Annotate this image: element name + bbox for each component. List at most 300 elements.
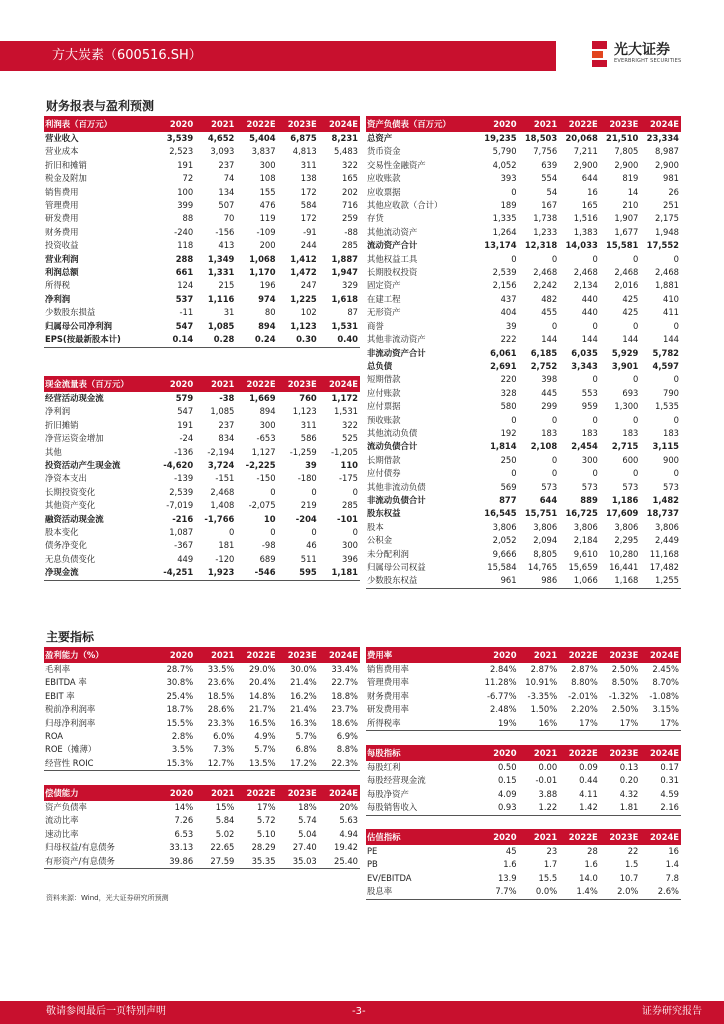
cell-value: 196 bbox=[259, 280, 276, 291]
cell-value: 961 bbox=[478, 574, 519, 588]
cell-value: 2021 bbox=[519, 745, 560, 761]
cell-value: 2021 bbox=[195, 376, 236, 392]
cell-value: 6,035 bbox=[571, 347, 598, 358]
table-row bbox=[44, 841, 360, 854]
row-label: 折旧摊销 bbox=[45, 419, 79, 430]
cell-value: 2022E bbox=[559, 647, 600, 663]
cell-value: 39 bbox=[505, 320, 517, 331]
cell-value: 425 bbox=[622, 293, 639, 304]
row-label: 税金及附加 bbox=[45, 173, 87, 184]
row-label: 其他流动资产 bbox=[367, 226, 418, 237]
cell-value: 23 bbox=[546, 846, 558, 856]
row-label: 总资产 bbox=[367, 133, 393, 143]
cell-value: 2.0% bbox=[600, 885, 641, 899]
cell-value: 0 bbox=[311, 527, 317, 538]
cell-value: 18% bbox=[298, 802, 317, 812]
cell-value: 410 bbox=[663, 293, 679, 304]
cell-value: 17,609 bbox=[606, 508, 639, 519]
cell-value: 183 bbox=[541, 427, 558, 438]
cell-value: 5.63 bbox=[339, 815, 358, 826]
cell-value: 569 bbox=[500, 481, 517, 492]
row-label: 归属母公司净利润 bbox=[45, 320, 112, 331]
cell-value: 959 bbox=[581, 401, 598, 412]
row-label: 管理费用率 bbox=[367, 677, 409, 688]
cell-value: 2,052 bbox=[492, 535, 517, 546]
row-label: PB bbox=[367, 859, 378, 870]
cell-value: 2023E bbox=[278, 785, 319, 801]
cell-value: 14 bbox=[627, 186, 639, 197]
cell-value: 11.28% bbox=[484, 677, 517, 688]
cell-value: 10.91% bbox=[525, 677, 558, 688]
cell-value: 189 bbox=[500, 200, 517, 211]
cell-value: 0 bbox=[551, 454, 558, 465]
cell-value: 1,264 bbox=[492, 226, 517, 237]
cell-value: 20,068 bbox=[565, 133, 598, 143]
balance-sheet-table bbox=[366, 116, 681, 589]
cell-value: 30.0% bbox=[290, 664, 317, 674]
cell-value: 600 bbox=[622, 454, 639, 465]
cell-value: 15.3% bbox=[154, 757, 195, 771]
cell-value: 2,900 bbox=[655, 159, 679, 170]
cell-value: 3.15% bbox=[652, 704, 679, 715]
cell-value: 6,061 bbox=[490, 347, 517, 358]
cell-value: 165 bbox=[581, 200, 598, 211]
cell-value: 8.80% bbox=[571, 677, 598, 688]
table-row bbox=[366, 186, 681, 199]
cell-value: 1,677 bbox=[614, 226, 639, 237]
row-label: 每股净资产 bbox=[367, 788, 409, 799]
cell-value: 411 bbox=[663, 307, 679, 318]
row-label: 其他 bbox=[45, 446, 62, 457]
cell-value: 165 bbox=[342, 173, 358, 184]
cell-value: 285 bbox=[342, 500, 358, 511]
cell-value: 0 bbox=[592, 374, 598, 385]
cell-value: 2,454 bbox=[571, 441, 598, 452]
cell-value: 16.5% bbox=[248, 717, 276, 728]
cell-value: 644 bbox=[581, 173, 598, 184]
cell-value: 19,235 bbox=[484, 133, 517, 143]
cell-value: 2,016 bbox=[614, 280, 639, 291]
cell-value: 2,094 bbox=[533, 535, 558, 546]
cell-value: 14.8% bbox=[248, 690, 276, 701]
cell-value: 661 bbox=[175, 267, 194, 278]
row-label: 非流动负债合计 bbox=[367, 494, 426, 505]
cell-value: -1,259 bbox=[289, 446, 317, 457]
cell-value: -120 bbox=[215, 553, 235, 564]
cell-value: 595 bbox=[278, 566, 319, 580]
table-row bbox=[44, 186, 360, 199]
cell-value: 507 bbox=[218, 200, 235, 211]
cell-value: 1,948 bbox=[655, 226, 679, 237]
cell-value: 15,581 bbox=[606, 240, 639, 251]
row-label: 归属母公司权益 bbox=[367, 562, 426, 572]
table-row bbox=[366, 387, 681, 400]
cash-flow-table bbox=[44, 376, 360, 581]
cell-value: 80 bbox=[264, 307, 276, 318]
cell-value: 0 bbox=[673, 468, 679, 479]
everbright-logo-icon bbox=[590, 39, 610, 69]
cell-value: 215 bbox=[218, 280, 235, 291]
cell-value: 894 bbox=[259, 406, 276, 417]
row-label: EPS(按最新股本计) bbox=[44, 333, 154, 347]
cell-value: 1,186 bbox=[611, 494, 639, 505]
cell-value: 10,280 bbox=[609, 548, 639, 559]
table-row bbox=[366, 801, 681, 815]
cell-value: 0 bbox=[592, 253, 598, 264]
cell-value: 1,087 bbox=[169, 527, 194, 538]
cell-value: 0.0% bbox=[519, 885, 560, 899]
cell-value: 2,184 bbox=[573, 535, 598, 546]
cell-value: 0 bbox=[511, 468, 517, 479]
cell-value: 18,737 bbox=[646, 508, 679, 519]
cell-value: 6.0% bbox=[213, 731, 235, 742]
table-row bbox=[366, 481, 681, 494]
row-label: 每股经营现金流 bbox=[367, 775, 426, 786]
cell-value: -175 bbox=[338, 473, 358, 484]
cell-value: 2.20% bbox=[571, 704, 598, 715]
row-label: 费用率 bbox=[366, 647, 478, 663]
cell-value: -4,251 bbox=[154, 566, 195, 580]
cell-value: 26 bbox=[668, 186, 679, 197]
table-row bbox=[44, 253, 360, 266]
cell-value: 3,806 bbox=[655, 521, 679, 532]
row-label: 流动负债合计 bbox=[367, 441, 418, 452]
cell-value: 3,343 bbox=[571, 360, 598, 371]
cell-value: 0 bbox=[673, 253, 679, 264]
cell-value: 0.00 bbox=[538, 762, 558, 772]
cell-value: -204 bbox=[295, 513, 317, 524]
table-row bbox=[366, 548, 681, 561]
cell-value: 10.7 bbox=[619, 872, 639, 883]
cell-value: 0.20 bbox=[619, 775, 639, 786]
cell-value: 18.7% bbox=[166, 704, 194, 715]
cell-value: 716 bbox=[342, 200, 358, 211]
cell-value: 0 bbox=[551, 253, 558, 264]
cell-value: 2021 bbox=[195, 785, 236, 801]
cell-value: 46 bbox=[306, 540, 317, 551]
cell-value: 14,765 bbox=[527, 562, 558, 572]
cell-value: 981 bbox=[663, 173, 679, 184]
row-label: 债务净变化 bbox=[45, 540, 87, 551]
cell-value: 300 bbox=[259, 419, 276, 430]
row-label: 股本变化 bbox=[45, 527, 79, 538]
cell-value: -101 bbox=[337, 513, 358, 524]
cell-value: 70 bbox=[223, 213, 235, 224]
cell-value: 12.7% bbox=[195, 757, 236, 771]
cell-value: 511 bbox=[300, 553, 317, 564]
row-label: 销售费用率 bbox=[367, 664, 409, 674]
table-header-row bbox=[44, 647, 360, 663]
cell-value: 210 bbox=[622, 200, 639, 211]
cell-value: 644 bbox=[539, 494, 558, 505]
table-row bbox=[366, 414, 681, 427]
cell-value: 22.7% bbox=[331, 677, 358, 688]
cell-value: 476 bbox=[259, 200, 276, 211]
cell-value: 0 bbox=[673, 414, 679, 425]
cell-value: 21.4% bbox=[290, 677, 317, 688]
row-label: 现金流量表（百万元） bbox=[44, 376, 154, 392]
cell-value: 2,468 bbox=[655, 267, 679, 278]
cell-value: 790 bbox=[663, 387, 679, 398]
cell-value: 118 bbox=[177, 240, 194, 251]
row-label: 净营运资金增加 bbox=[45, 433, 104, 444]
cell-value: 889 bbox=[580, 494, 598, 505]
row-label: 折旧和摊销 bbox=[45, 159, 87, 170]
cell-value: 1,068 bbox=[249, 253, 276, 264]
cell-value: 30.8% bbox=[166, 677, 194, 688]
cell-value: 15,751 bbox=[524, 508, 558, 519]
cell-value: 5.72 bbox=[256, 815, 276, 826]
table-row bbox=[44, 526, 360, 539]
row-label: 交易性金融资产 bbox=[367, 159, 426, 170]
cell-value: 393 bbox=[500, 173, 517, 184]
cell-value: 2024E bbox=[319, 376, 360, 392]
table-row bbox=[44, 279, 360, 292]
cell-value: 0 bbox=[551, 414, 558, 425]
cell-value: 2,752 bbox=[530, 360, 558, 371]
cell-value: 1.50% bbox=[530, 704, 558, 715]
cell-value: 7,805 bbox=[614, 146, 639, 157]
cell-value: 6,875 bbox=[290, 133, 317, 143]
cell-value: 1.7 bbox=[543, 859, 558, 870]
cell-value: 15,584 bbox=[487, 562, 517, 572]
table-row bbox=[44, 499, 360, 512]
cell-value: 9,610 bbox=[573, 548, 598, 559]
table-row bbox=[366, 676, 681, 689]
cell-value: 1,127 bbox=[251, 446, 276, 457]
cell-value: -1,766 bbox=[204, 513, 235, 524]
cell-value: -4,620 bbox=[163, 460, 194, 471]
table-row bbox=[44, 553, 360, 566]
row-label: 非流动资产合计 bbox=[367, 347, 426, 358]
cell-value: -88 bbox=[344, 226, 358, 237]
table-row bbox=[366, 306, 681, 319]
row-label: 所得税 bbox=[45, 280, 71, 291]
row-label: 其他应收款（合计） bbox=[367, 200, 443, 211]
cell-value: 1,300 bbox=[614, 401, 639, 412]
cell-value: 2.6% bbox=[640, 885, 681, 899]
table-row bbox=[366, 212, 681, 225]
cell-value: 573 bbox=[663, 481, 679, 492]
table-row bbox=[366, 885, 681, 899]
cell-value: 5.7% bbox=[254, 744, 276, 755]
cell-value: 0 bbox=[352, 486, 358, 497]
cell-value: 2.50% bbox=[611, 664, 639, 674]
cell-value: 760 bbox=[299, 393, 317, 403]
cell-value: 1,881 bbox=[655, 280, 679, 291]
table-row bbox=[366, 845, 681, 858]
row-label: 短期借款 bbox=[367, 374, 401, 385]
cell-value: 31 bbox=[223, 307, 235, 318]
table-row bbox=[44, 132, 360, 145]
cell-value: 1,738 bbox=[533, 213, 558, 224]
row-label: 长期投资变化 bbox=[45, 486, 96, 497]
cell-value: 27.59 bbox=[195, 855, 236, 869]
cell-value: 2024E bbox=[640, 745, 681, 761]
cell-value: 4.94 bbox=[339, 828, 358, 839]
table-row bbox=[366, 872, 681, 885]
cell-value: 23,334 bbox=[646, 133, 679, 143]
table-row bbox=[44, 306, 360, 319]
cell-value: 1.4% bbox=[559, 885, 600, 899]
cell-value: 1,233 bbox=[533, 226, 558, 237]
cell-value: 819 bbox=[622, 173, 639, 184]
cell-value: 1,412 bbox=[290, 253, 317, 264]
cell-value: 2,108 bbox=[530, 441, 558, 452]
cell-value: 425 bbox=[622, 307, 639, 318]
cell-value: 3.88 bbox=[538, 788, 558, 799]
cell-value: 0.40 bbox=[319, 333, 360, 347]
cell-value: 2021 bbox=[195, 116, 236, 132]
row-label: ROA bbox=[45, 731, 63, 742]
row-label: EBITDA 率 bbox=[45, 677, 87, 688]
row-label: 应付账款 bbox=[367, 387, 401, 398]
cell-value: 2,295 bbox=[614, 535, 639, 546]
logo-name: 光大证券 bbox=[614, 42, 670, 58]
cell-value: 124 bbox=[177, 280, 194, 291]
table-row bbox=[44, 333, 360, 347]
table-row bbox=[366, 145, 681, 158]
cell-value: 8.50% bbox=[611, 677, 639, 688]
table-row bbox=[366, 199, 681, 212]
cell-value: 29.0% bbox=[248, 664, 276, 674]
row-label: 净现金流 bbox=[44, 566, 154, 580]
cell-value: -1,205 bbox=[331, 446, 358, 457]
cell-value: 19.42 bbox=[334, 842, 358, 853]
table-row bbox=[44, 513, 360, 526]
table-row bbox=[44, 743, 360, 756]
cell-value: 285 bbox=[342, 240, 358, 251]
cell-value: 1.81 bbox=[600, 801, 641, 815]
table-row bbox=[44, 226, 360, 239]
cell-value: -367 bbox=[174, 540, 194, 551]
cell-value: 3,806 bbox=[492, 521, 517, 532]
cell-value: 74 bbox=[223, 173, 235, 184]
cell-value: 2,900 bbox=[573, 159, 598, 170]
cell-value: 2,523 bbox=[169, 146, 194, 157]
cell-value: 23.3% bbox=[207, 717, 235, 728]
table-row bbox=[44, 405, 360, 418]
cell-value: 693 bbox=[622, 387, 639, 398]
row-label: 未分配利润 bbox=[367, 548, 409, 559]
row-label: 流动资产合计 bbox=[367, 240, 418, 251]
cell-value: 14.0 bbox=[579, 872, 598, 883]
table-row bbox=[366, 788, 681, 801]
cell-value: 219 bbox=[300, 500, 317, 511]
cell-value: 17% bbox=[256, 802, 276, 812]
row-label: 财务费用率 bbox=[367, 690, 409, 701]
cell-value: 2022E bbox=[559, 745, 600, 761]
cell-value: 1,531 bbox=[331, 320, 358, 331]
cell-value: 300 bbox=[342, 540, 358, 551]
cell-value: 4,597 bbox=[652, 360, 679, 371]
cell-value: 0 bbox=[270, 486, 276, 497]
cell-value: 22 bbox=[627, 846, 639, 856]
cell-value: 1,085 bbox=[207, 320, 235, 331]
row-label: 投资活动产生现金流 bbox=[45, 460, 121, 471]
row-label: 应收票据 bbox=[367, 186, 401, 197]
cell-value: 7.3% bbox=[213, 744, 235, 755]
table-row bbox=[44, 293, 360, 306]
cell-value: 2020 bbox=[478, 116, 519, 132]
cell-value: -2,194 bbox=[207, 446, 235, 457]
table-row bbox=[44, 320, 360, 333]
table-row bbox=[366, 690, 681, 703]
table-header-row bbox=[44, 376, 360, 392]
table-row bbox=[44, 676, 360, 689]
cell-value: 2,715 bbox=[611, 441, 639, 452]
cell-value: 399 bbox=[177, 200, 194, 211]
table-row bbox=[44, 159, 360, 172]
cell-value: 100 bbox=[177, 186, 194, 197]
cell-value: 0.13 bbox=[619, 762, 639, 772]
cell-value: 322 bbox=[342, 419, 358, 430]
cell-value: 102 bbox=[300, 307, 317, 318]
cell-value: 0 bbox=[511, 414, 517, 425]
cell-value: 110 bbox=[340, 460, 358, 471]
row-label: 研发费用率 bbox=[367, 704, 409, 715]
row-label: EV/EBITDA bbox=[367, 872, 412, 883]
table-header-row bbox=[366, 116, 681, 132]
cell-value: 3,806 bbox=[533, 521, 558, 532]
cell-value: -109 bbox=[256, 226, 276, 237]
row-label: 存货 bbox=[367, 213, 384, 224]
cell-value: 2023E bbox=[600, 745, 641, 761]
cell-value: -11 bbox=[179, 307, 194, 318]
row-label: 偿债能力 bbox=[44, 785, 154, 801]
cell-value: 1,225 bbox=[290, 293, 317, 304]
cell-value: 2,468 bbox=[533, 267, 558, 278]
table-row bbox=[366, 293, 681, 306]
cell-value: 4.11 bbox=[579, 788, 598, 799]
table-row bbox=[366, 347, 681, 360]
cell-value: 45 bbox=[505, 846, 517, 856]
cell-value: 0 bbox=[633, 414, 639, 425]
row-label: 长期股权投资 bbox=[367, 267, 418, 278]
cell-value: 1.42 bbox=[559, 801, 600, 815]
cell-value: 11,168 bbox=[649, 548, 679, 559]
income-statement-table bbox=[44, 116, 360, 348]
cell-value: 259 bbox=[342, 213, 358, 224]
row-label: 投资收益 bbox=[45, 240, 79, 251]
cell-value: 4.32 bbox=[619, 788, 639, 799]
row-label: 公积金 bbox=[367, 535, 393, 546]
cell-value: 299 bbox=[541, 401, 558, 412]
cell-value: 2,156 bbox=[492, 280, 517, 291]
expense-ratio-table bbox=[366, 647, 681, 731]
cell-value: 25.40 bbox=[319, 855, 360, 869]
cell-value: 19% bbox=[478, 717, 519, 731]
cell-value: 2020 bbox=[478, 745, 519, 761]
cell-value: 16% bbox=[519, 717, 560, 731]
row-label: 货币资金 bbox=[367, 146, 401, 157]
company-title: 方大炭素（600516.SH） bbox=[52, 48, 202, 63]
cell-value: 119 bbox=[259, 213, 276, 224]
cell-value: 144 bbox=[581, 334, 598, 345]
row-label: 其他非流动资产 bbox=[367, 334, 426, 345]
cell-value: 974 bbox=[258, 293, 276, 304]
cell-value: 3,115 bbox=[652, 441, 679, 452]
cell-value: 1,408 bbox=[210, 500, 235, 511]
cell-value: 639 bbox=[541, 159, 558, 170]
per-share-table bbox=[366, 745, 681, 816]
cell-value: 6.8% bbox=[295, 744, 317, 755]
cell-value: 2,242 bbox=[533, 280, 558, 291]
cell-value: 537 bbox=[175, 293, 194, 304]
cell-value: 547 bbox=[177, 406, 194, 417]
cell-value: 449 bbox=[177, 553, 194, 564]
cell-value: 0.24 bbox=[236, 333, 277, 347]
